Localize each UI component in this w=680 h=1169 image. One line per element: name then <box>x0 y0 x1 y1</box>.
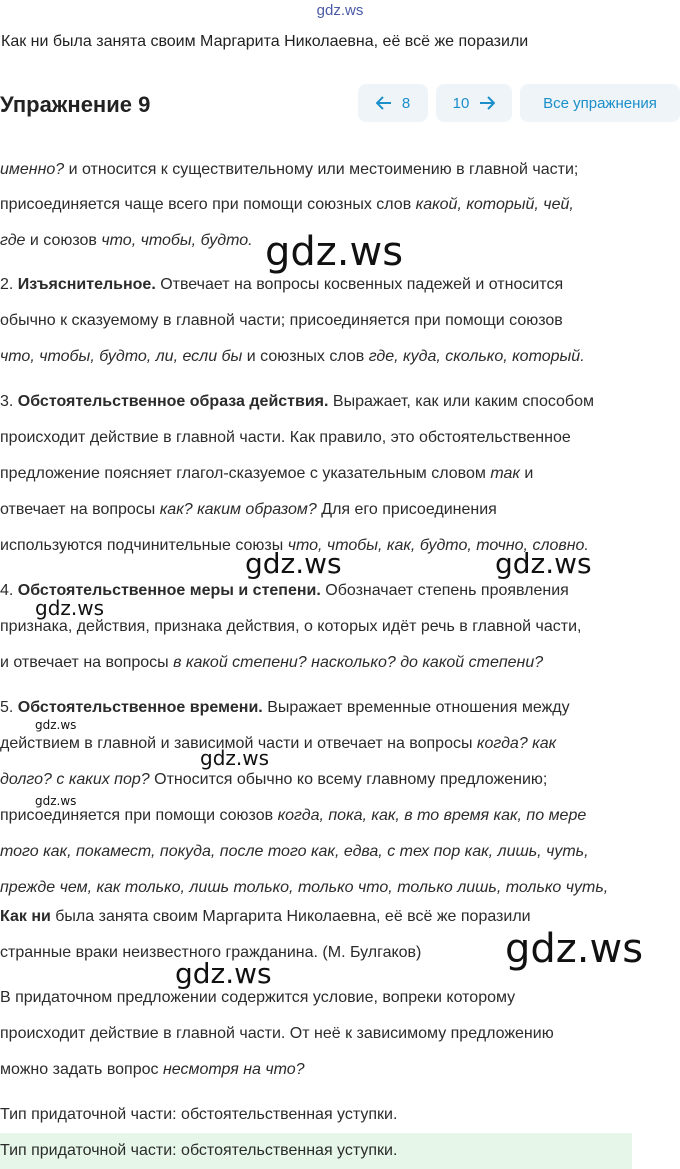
watermark: gdz.ws <box>505 926 644 972</box>
all-exercises-label: Все упражнения <box>543 94 657 112</box>
text-line: странные враки неизвестного гражданина. (М. Булгаков) <box>0 944 422 961</box>
arrow-left-icon <box>376 96 392 110</box>
exercise-header <box>0 84 680 124</box>
prev-exercise-label: 8 <box>401 94 411 112</box>
watermark: gdz.ws <box>35 794 77 808</box>
text-line: В придаточном предложении содержится условие, вопреки которому <box>0 989 516 1006</box>
watermark: gdz.ws <box>495 547 592 580</box>
page-title: Упражнение 9 <box>0 92 151 117</box>
answer-line-highlighted: Тип придаточной части: обстоятельственная уступки. <box>0 1142 398 1159</box>
text-line: что, чтобы, будто, ли, если бы и союзных слов где, куда, сколько, который. <box>0 348 585 365</box>
top-watermark: gdz.ws <box>316 2 364 19</box>
text-line: предложение поясняет глагол-сказуемое с указательным словом так и <box>0 465 534 482</box>
excerpt-text: Как ни была занята своим Маргарита Николаевна, её всё же поразили <box>1 33 529 50</box>
text-line: прежде чем, как только, лишь только, только что, только лишь, только чуть, <box>0 879 609 896</box>
all-exercises-button[interactable] <box>520 84 680 122</box>
prev-exercise-button[interactable] <box>358 84 428 122</box>
text-line: обычно к сказуемому в главной части; присоединяется при помощи союзов <box>0 312 563 329</box>
text-line: 2. Изъяснительное. Отвечает на вопросы косвенных падежей и относится <box>0 276 564 293</box>
watermark: gdz.ws <box>35 596 105 620</box>
watermark: gdz.ws <box>175 957 272 990</box>
text-line: где и союзов что, чтобы, будто. <box>0 232 253 249</box>
watermark: gdz.ws <box>245 547 342 580</box>
text-line: происходит действие в главной части. От неё к зависимому предложению <box>0 1025 554 1042</box>
answer-line: Тип придаточной части: обстоятельственная уступки. <box>0 1106 398 1123</box>
text-line: 5. Обстоятельственное времени. Выражает временные отношения между <box>0 699 570 716</box>
watermark: gdz.ws <box>265 229 404 275</box>
arrow-right-icon <box>479 96 495 110</box>
text-line: именно? и относится к существительному или местоимению в главной части; <box>0 161 579 178</box>
text-line: отвечает на вопросы как? каким образом? Для его присоединения <box>0 501 497 518</box>
next-exercise-label: 10 <box>452 94 470 112</box>
text-line: используются подчинительные союзы что, чтобы, как, будто, точно, словно. <box>0 537 589 554</box>
next-exercise-button[interactable] <box>436 84 512 122</box>
text-line: 3. Обстоятельственное образа действия. Выражает, как или каким способом <box>0 393 594 410</box>
watermark: gdz.ws <box>35 718 77 732</box>
text-line: того как, покамест, покуда, после того как, едва, с тех пор как, лишь, чуть, <box>0 843 589 860</box>
text-line: можно задать вопрос несмотря на что? <box>0 1061 305 1078</box>
text-line: и отвечает на вопросы в какой степени? насколько? до какой степени? <box>0 654 544 671</box>
text-line: присоединяется при помощи союзов когда, пока, как, в то время как, по мере <box>0 807 587 824</box>
text-line: долго? с каких пор? Относится обычно ко всему главному предложению; <box>0 771 548 788</box>
text-line: действием в главной и зависимой части и отвечает на вопросы когда? как <box>0 735 557 752</box>
text-line: Как ни была занята своим Маргарита Николаевна, её всё же поразили <box>0 908 531 925</box>
watermark: gdz.ws <box>200 746 270 770</box>
text-line: происходит действие в главной части. Как правило, это обстоятельственное <box>0 429 571 446</box>
solution-content <box>0 125 680 1169</box>
text-line: присоединяется чаще всего при помощи союзных слов какой, который, чей, <box>0 196 574 213</box>
text-line: признака, действия, признака действия, о которых идёт речь в главной части, <box>0 618 582 635</box>
text-line: 4. Обстоятельственное меры и степени. Обозначает степень проявления <box>0 582 569 599</box>
